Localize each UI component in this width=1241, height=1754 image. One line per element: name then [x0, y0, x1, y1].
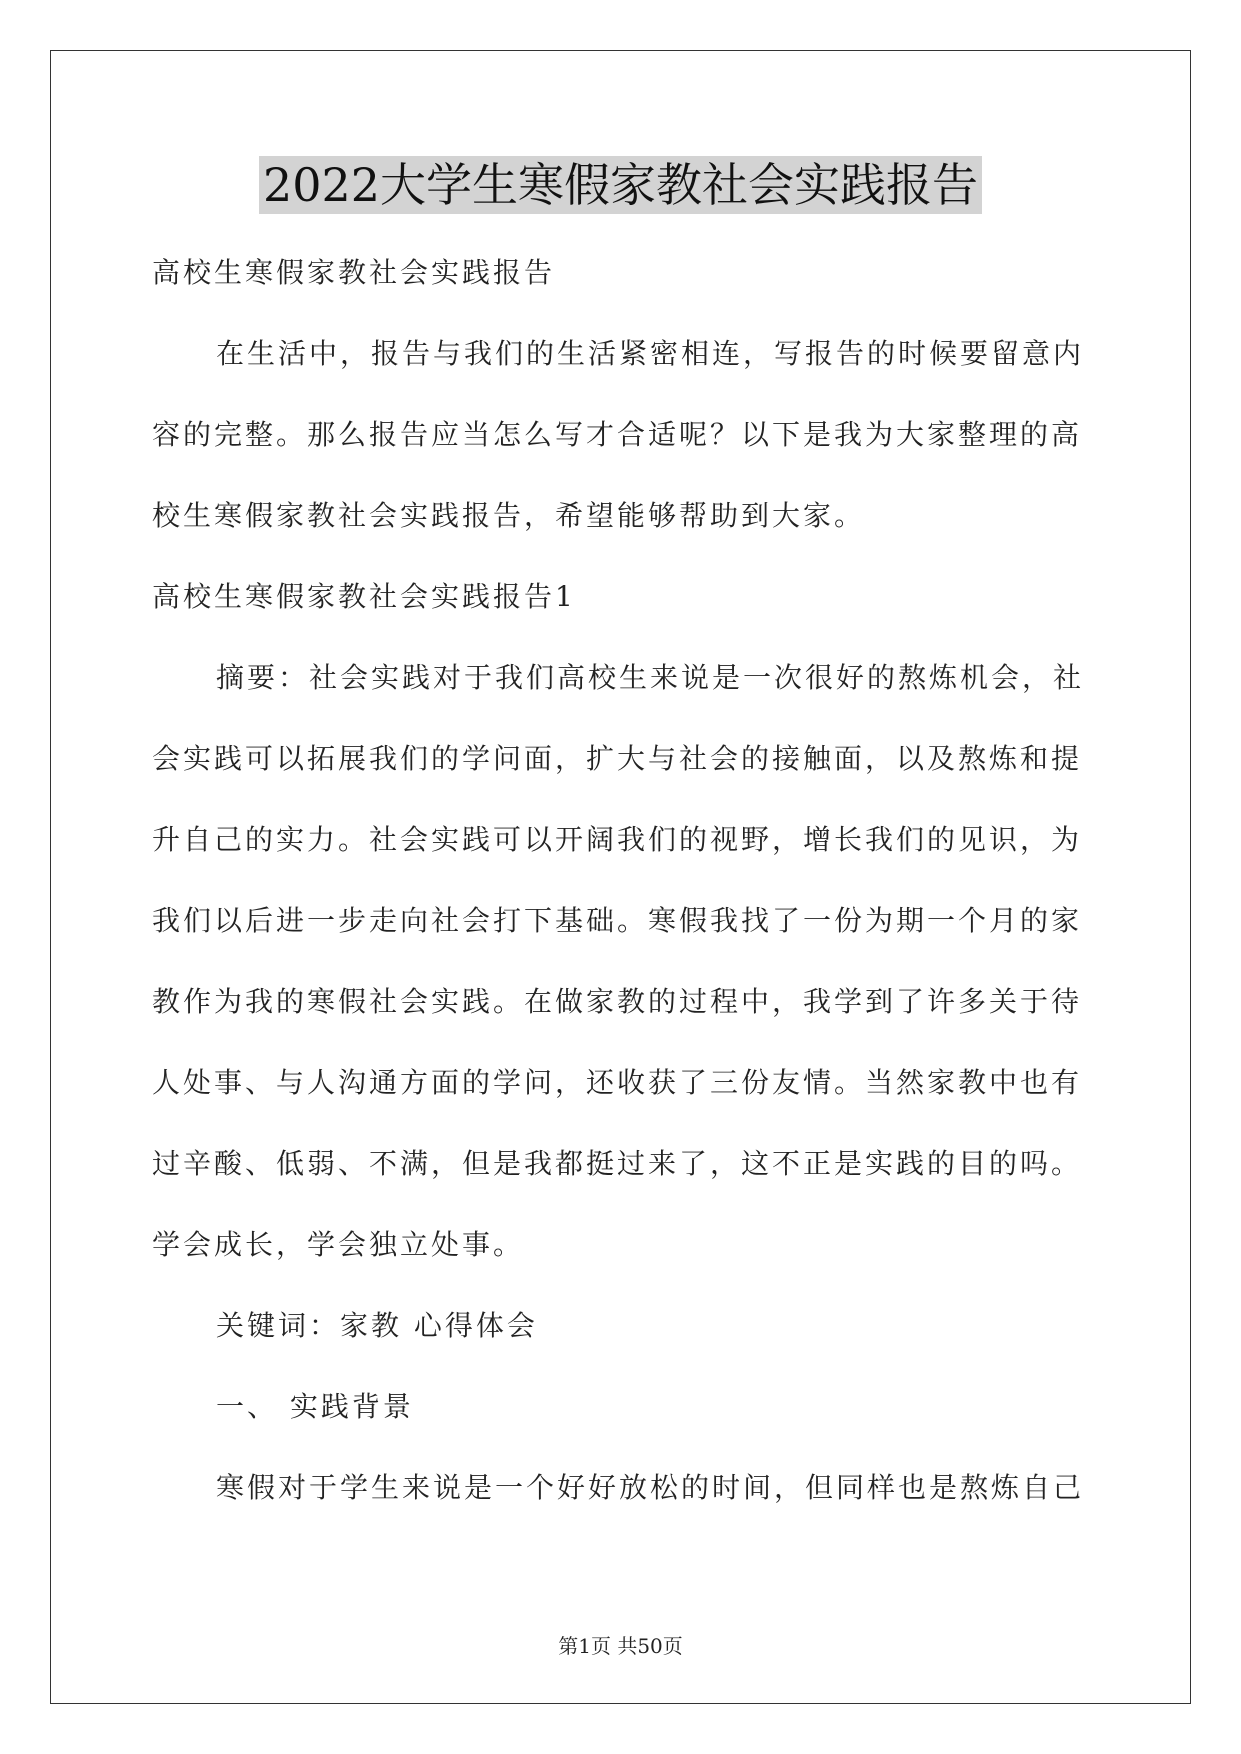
title-container — [0, 156, 1241, 214]
intro-paragraph: 在生活中，报告与我们的生活紧密相连，写报告的时候要留意内容的完整。那么报告应当怎么写才合适呢？以下是我为大家整理的高校生寒假家教社会实践报告，希望能够帮助到大家。 — [152, 337, 1085, 532]
keywords-line: 关键词：家教 心得体会 — [216, 1309, 538, 1342]
subtitle-line: 高校生寒假家教社会实践报告 — [152, 256, 556, 289]
document-body — [152, 232, 1092, 1528]
body-paragraph: 寒假对于学生来说是一个好好放松的时间，但同样也是熬炼自己 — [216, 1471, 1085, 1504]
section-heading: 高校生寒假家教社会实践报告1 — [152, 580, 576, 613]
page-footer: 第1页 共50页 — [558, 1634, 683, 1658]
subsection-heading: 一、 实践背景 — [216, 1390, 414, 1423]
document-title: 2022大学生寒假家教社会实践报告 — [259, 156, 982, 214]
abstract-paragraph: 摘要：社会实践对于我们高校生来说是一次很好的熬炼机会，社会实践可以拓展我们的学问面，扩大与社会的接触面，以及熬炼和提升自己的实力。社会实践可以开阔我们的视野，增长我们的见识，为我们以后进一步走向社会打下基础。寒假我找了一份为期一个月的家教作为我的寒假社会实践。在做家教的过程中，我学到了许多关于待人处事、与人沟通方面的学问，还收获了三份友情。当然家教中也有过辛酸、低弱、不满，但是我都挺过来了，这不正是实践的目的吗。学会成长，学会独立处事。 — [152, 661, 1085, 1261]
